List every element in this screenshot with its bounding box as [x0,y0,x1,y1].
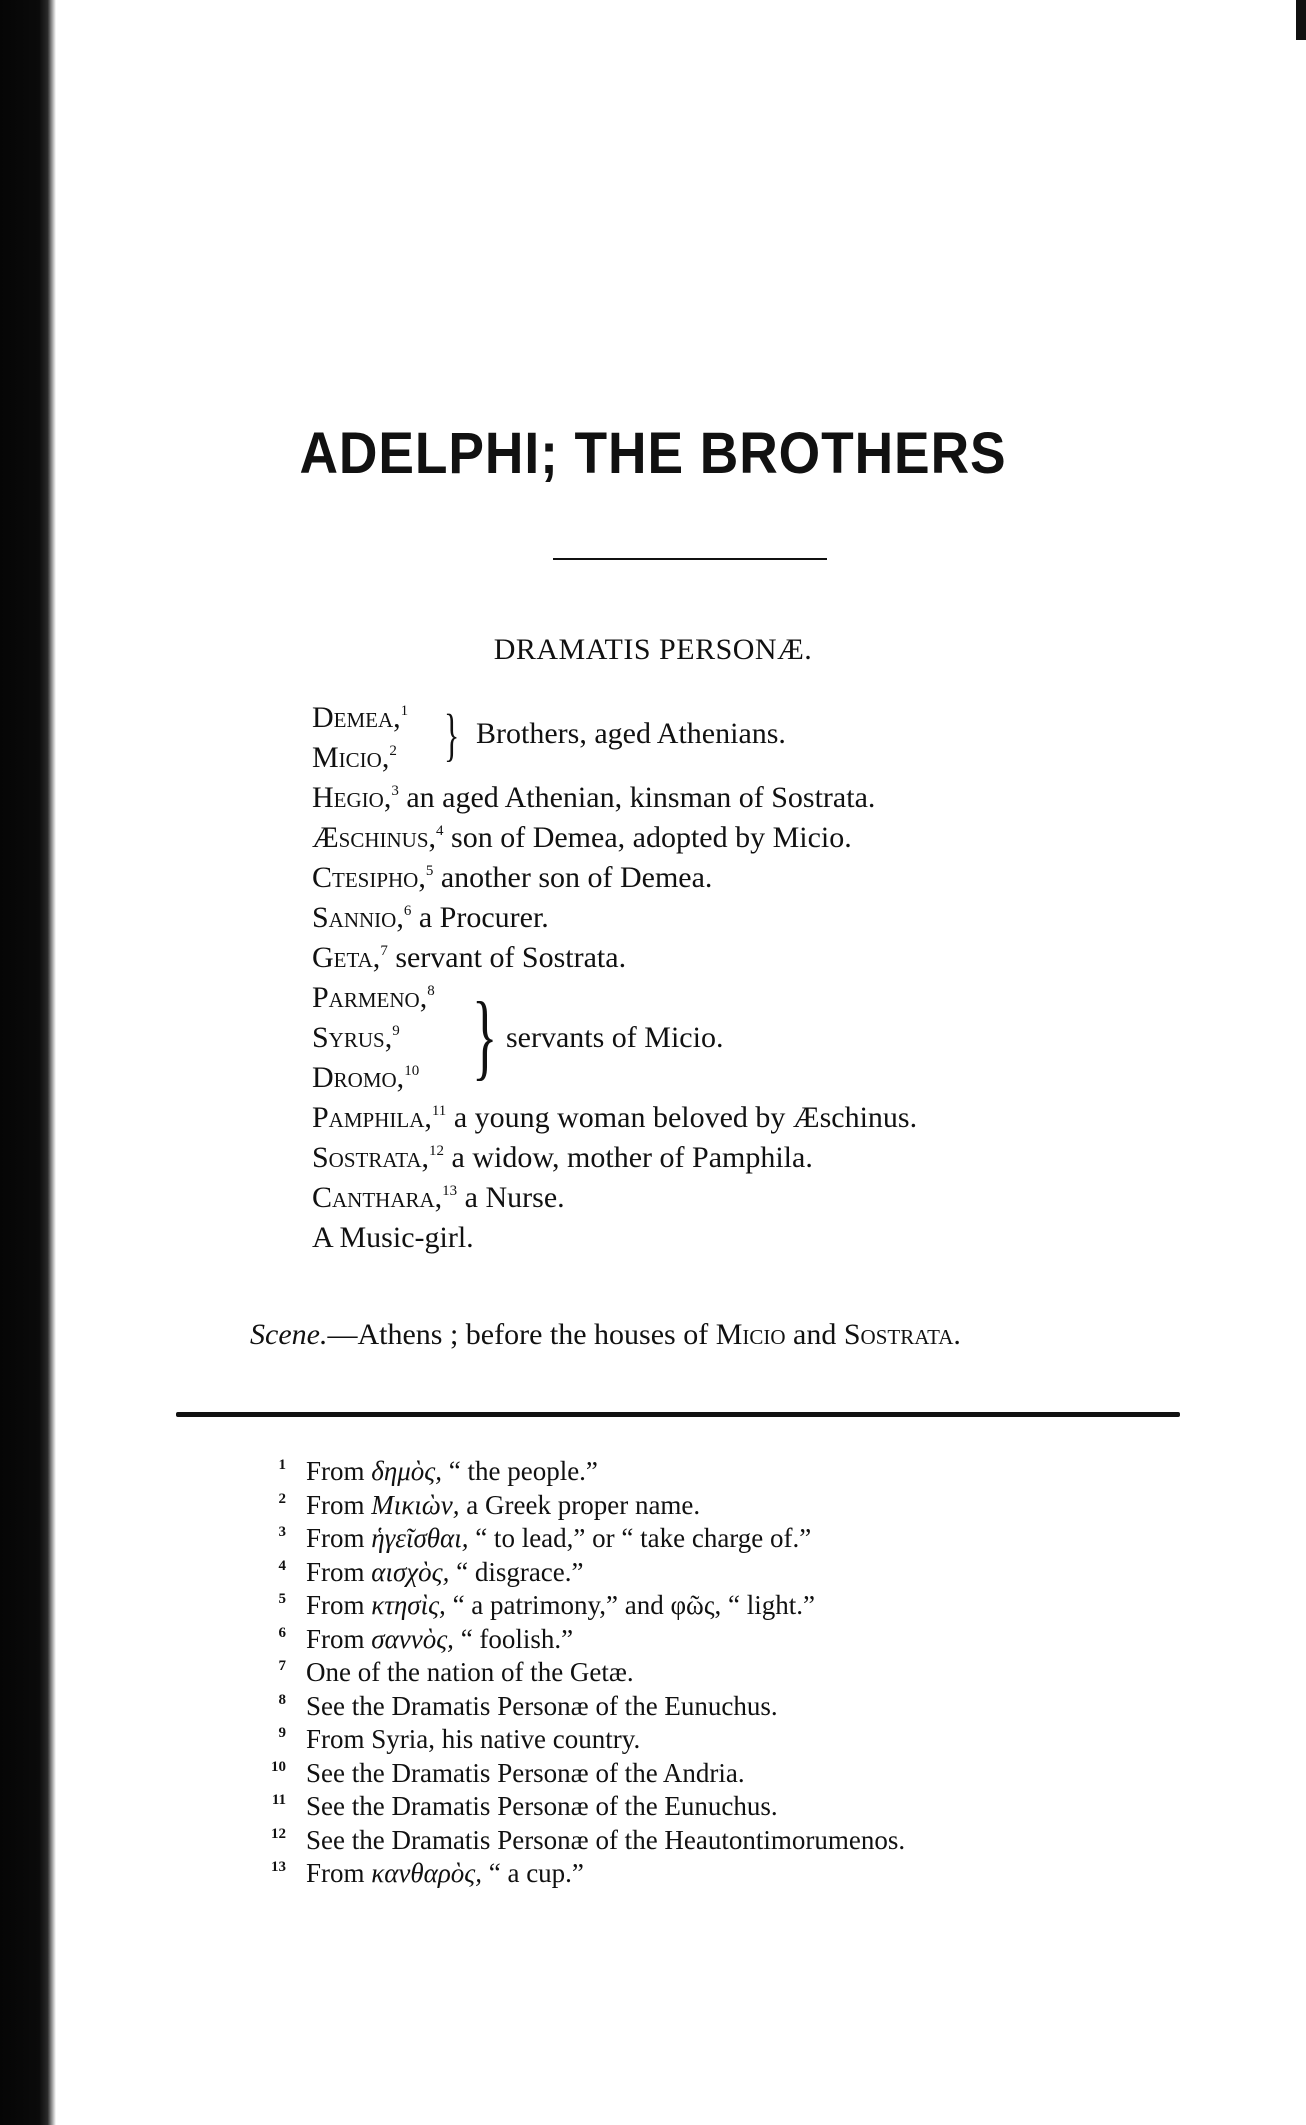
footnote-number: 4 [278,1557,286,1574]
dramatis-personae-heading: DRAMATIS PERSONÆ. [493,633,813,666]
character-name: Hegio, [312,781,392,814]
character-name: Parmeno, [312,981,428,1014]
character-name: Dromo, [312,1061,405,1094]
footnote [250,1489,905,1523]
footnote-text: See the Dramatis Personæ of the Andria. [306,1757,745,1788]
scene-name: Micio [715,1318,786,1351]
title-divider [553,558,827,560]
cast-entry [312,1178,917,1218]
greek-word: κτησὶς, [371,1590,446,1620]
footnote-ref: 7 [380,943,388,959]
footnote-ref: 13 [442,1183,458,1199]
footnote-text: From [306,1556,372,1587]
footnote-number: 7 [278,1658,286,1674]
character-description: servant of Sostrata. [395,941,627,974]
footnote-number: 13 [271,1859,286,1875]
cast-entry [312,898,917,938]
cast-entry [312,978,917,1018]
footnote [250,1790,905,1824]
footnote-number: 10 [271,1758,286,1775]
footnotes [250,1455,905,1891]
greek-word: δημὸς, [371,1456,442,1486]
footnote [250,1656,905,1690]
cast-entry [312,938,917,978]
character-description: a Procurer. [418,901,549,934]
footnote-ref: 6 [403,903,412,919]
footnote-ref: 10 [404,1063,420,1079]
group-description: servants of Micio. [506,1021,724,1054]
footnote [250,1824,905,1858]
character-name: Sostrata, [312,1141,430,1174]
footnote [250,1556,905,1590]
footnote-number: 3 [278,1524,286,1540]
footnote-ref: 9 [392,1023,400,1039]
greek-word: κανθαρὸς, [371,1858,482,1888]
character-description: a Nurse. [464,1181,565,1214]
footnote [250,1857,905,1891]
footnote-text: a Greek proper name. [459,1489,701,1520]
character-name: Sannio, [312,901,404,934]
footnote-ref: 1 [400,703,409,719]
footnote-text: “ a cup.” [481,1858,584,1888]
footnote-text: See the Dramatis Personæ of the Eunuchus. [306,1791,778,1821]
character-description: another son of Demea. [440,861,713,894]
greek-word: σαννὸς, [371,1623,454,1654]
footnote-ref: 3 [391,783,399,799]
footnote [250,1589,905,1623]
book-spine-edge [0,0,56,2125]
scene-label: Scene. [250,1318,328,1351]
footnote-number: 9 [278,1725,286,1741]
footnote-text: From [306,1456,372,1486]
cast-entry [312,1058,917,1098]
footnote-text: From [306,1590,372,1620]
footnote-number: 8 [278,1691,286,1708]
footnote-text: See the Dramatis Personæ of the Eunuchus. [306,1690,778,1721]
cast-entry [312,818,917,858]
footnote [250,1455,905,1489]
footnote-number: 12 [271,1825,286,1842]
footnote-ref: 4 [436,823,444,839]
footnote-text: From [306,1623,372,1654]
footnote-text: See the Dramatis Personæ of the Heautontimorumenos. [306,1824,906,1855]
footnote-text: “ the people.” [441,1456,598,1486]
character-name: Æschinus, [312,821,437,854]
scene-text: and [785,1318,844,1351]
character-description: an aged Athenian, kinsman of Sostrata. [406,781,876,814]
servants-group [312,978,917,1098]
brace-bracket: } [472,982,498,1089]
footnote-number: 1 [278,1457,286,1473]
character-description: a young woman beloved by Æschinus. [453,1101,918,1134]
footnote-number: 6 [278,1624,286,1641]
footnote [250,1623,905,1657]
character-name: Pamphila, [312,1101,432,1134]
footnote-text: From [306,1489,372,1520]
footnote [250,1757,905,1791]
footnote-divider [176,1412,1180,1417]
footnote-number: 11 [271,1792,286,1808]
character-name: Demea, [312,701,401,734]
footnote-text: “ a patrimony,” and φῶς, “ light.” [445,1590,815,1620]
cast-entry [312,1098,917,1138]
footnote-ref: 12 [429,1143,445,1159]
cast-entry [312,778,917,818]
scene-line [250,1318,961,1352]
footnote [250,1690,905,1724]
footnote-text: “ to lead,” or “ take charge of.” [468,1523,812,1553]
scene-name: Sostrata. [843,1318,961,1351]
footnote-number: 2 [278,1490,286,1507]
footnote-text: From [306,1858,372,1888]
footnote-text: One of the nation of the Getæ. [306,1657,634,1687]
page-title: ADELPHI; THE BROTHERS [299,421,1007,486]
character-name: Ctesipho, [312,861,426,894]
page-corner-mark [1296,0,1306,40]
footnote-text: From Syria, his native country. [306,1724,641,1754]
greek-word: ἡγεῖσθαι, [371,1523,469,1553]
character-name: Canthara, [312,1181,443,1214]
cast-entry [312,858,917,898]
greek-word: Μικιὼν, [371,1489,460,1520]
cast-list [312,698,917,1258]
character-description: son of Demea, adopted by Micio. [451,821,852,854]
footnote [250,1522,905,1556]
cast-entry: A Music-girl. [312,1221,474,1254]
character-name: Syrus, [312,1021,393,1054]
greek-word: αισχὸς, [371,1556,450,1587]
cast-entry [312,1138,917,1178]
footnote-text: From [306,1523,372,1553]
footnote-ref: 11 [431,1103,447,1119]
footnote-number: 5 [278,1591,286,1607]
footnote-text: “ foolish.” [453,1623,574,1654]
footnote-text: “ disgrace.” [449,1556,584,1587]
scene-text: —Athens ; before the houses of [327,1318,716,1351]
brothers-group [312,698,917,778]
footnote [250,1723,905,1757]
footnote-ref: 2 [389,743,397,759]
group-description: Brothers, aged Athenians. [476,717,786,750]
character-name: Geta, [312,941,381,974]
brace-bracket: } [444,702,460,767]
character-name: Micio, [312,741,390,774]
character-description: a widow, mother of Pamphila. [451,1141,813,1174]
footnote-ref: 8 [427,983,435,999]
footnote-ref: 5 [425,863,434,879]
